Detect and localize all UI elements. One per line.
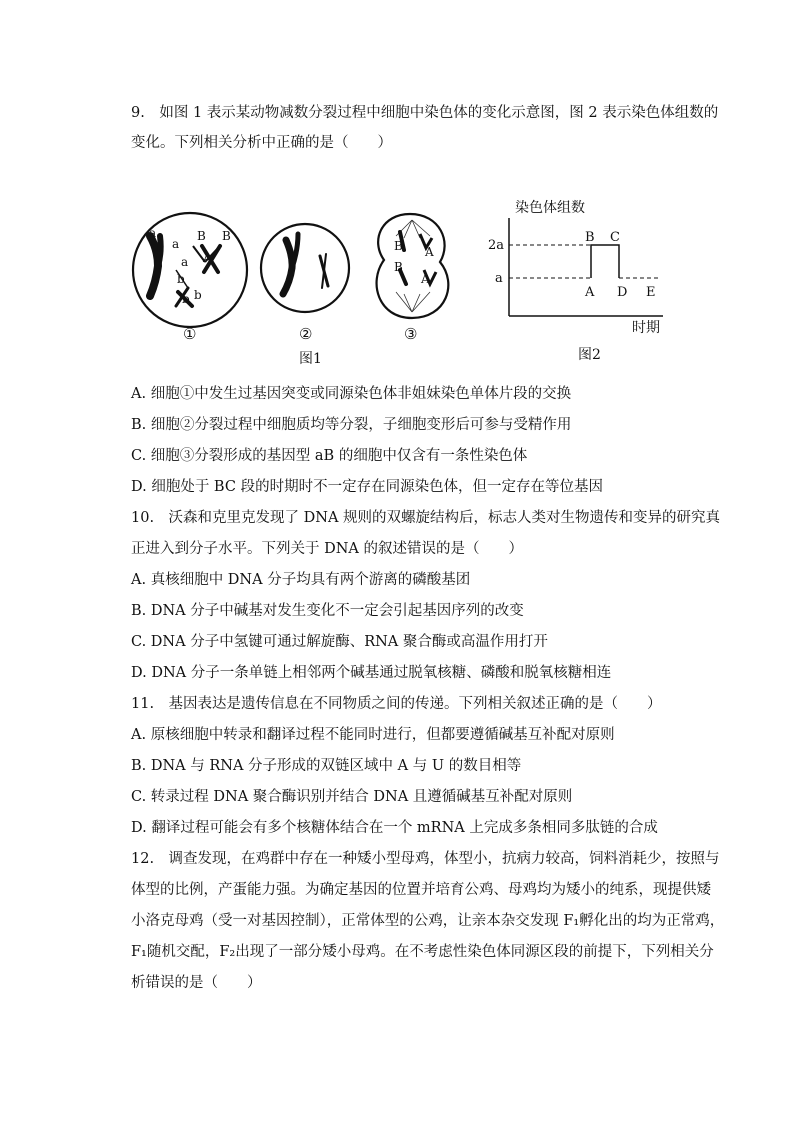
y-tick-2a: 2a [488, 238, 505, 253]
q10-option-c: C. DNA 分子中氢键可通过解旋酶、RNA 聚合酶或高温作用打开 [131, 634, 548, 650]
cell-3 [377, 214, 449, 343]
q9-option-c: C. 细胞③分裂形成的基因型 aB 的细胞中仅含有一条性染色体 [131, 448, 528, 464]
q9-option-d: D. 细胞处于 BC 段的时期时不一定存在同源染色体，但一定存在等位基因 [131, 479, 604, 495]
q9-option-b: B. 细胞②分裂过程中细胞质均等分裂，子细胞变形后可参与受精作用 [131, 417, 572, 433]
gene-label: a [172, 237, 180, 251]
q11-option-d: D. 翻译过程可能会有多个核糖体结合在一个 mRNA 上完成多条相同多肽链的合成 [131, 820, 658, 836]
point-label-D: D [617, 285, 628, 300]
q9-option-a: A. 细胞①中发生过基因突变或同源染色体非姐妹染色单体片段的交换 [131, 386, 572, 402]
gene-label: B [197, 229, 206, 243]
x-axis-label: 时期 [632, 320, 660, 336]
gene-label: B [394, 239, 403, 253]
q11-option-b: B. DNA 与 RNA 分子形成的双链区域中 A 与 U 的数目相等 [131, 758, 522, 774]
gene-label: A [421, 272, 430, 286]
cell-2-label: ② [299, 325, 313, 343]
gene-label: A [203, 251, 212, 265]
q10-stem-line2: 正进入到分子水平。下列关于 DNA 的叙述错误的是（ ） [131, 541, 524, 557]
point-label-B: B [585, 230, 595, 245]
figure-2-caption: 图2 [578, 347, 601, 363]
point-label-A: A [585, 285, 595, 300]
gene-label: A [425, 245, 434, 259]
figure-1-caption: 图1 [299, 351, 322, 367]
q11-stem: 11. 基因表达是遗传信息在不同物质之间的传递。下列相关叙述正确的是（ ） [131, 696, 662, 712]
q10-option-a: A. 真核细胞中 DNA 分子均具有两个游离的磷酸基团 [131, 572, 471, 588]
figure-2-chart [488, 199, 663, 336]
q11-option-a: A. 原核细胞中转录和翻译过程不能同时进行，但都要遵循碱基互补配对原则 [131, 727, 615, 743]
q10-option-d: D. DNA 分子一条单链上相邻两个碱基通过脱氧核糖、磷酸和脱氧核糖相连 [131, 665, 612, 681]
q10-stem-line1: 10. 沃森和克里克发现了 DNA 规则的双螺旋结构后，标志人类对生物遗传和变异的研究真 [131, 510, 721, 526]
q9-stem-line1: 9. 如图 1 表示某动物减数分裂过程中细胞中染色体的变化示意图，图 2 表示染色体组数的 [131, 105, 719, 121]
q12-stem-line3: 小洛克母鸡（受一对基因控制），正常体型的公鸡，让亲本杂交发现 F₁孵化出的均为正常鸡， [131, 913, 725, 929]
q12-stem-line5: 析错误的是（ ） [131, 975, 262, 991]
gene-label: b [177, 272, 185, 286]
point-label-E: E [646, 285, 656, 300]
q10-option-b: B. DNA 分子中碱基对发生变化不一定会引起基因序列的改变 [131, 603, 524, 619]
gene-label: B [222, 229, 231, 243]
q9-stem-line2: 变化。下列相关分析中正确的是（ ） [131, 135, 392, 151]
gene-label: b [194, 288, 202, 302]
cell-3-label: ③ [404, 325, 418, 343]
q12-stem-line2: 体型的比例，产蛋能力强。为确定基因的位置并培育公鸡、母鸡均为矮小的纯系，现提供矮 [131, 882, 711, 898]
y-axis-label: 染色体组数 [515, 200, 585, 216]
q12-stem-line1: 12. 调查发现，在鸡群中存在一种矮小型母鸡，体型小，抗病力较高，饲料消耗少，按照与 [131, 851, 720, 867]
point-label-C: C [610, 230, 620, 245]
q12-stem-line4: F₁随机交配，F₂出现了一部分矮小母鸡。在不考虑性染色体同源区段的前提下，下列相关分 [131, 944, 714, 960]
q11-option-c: C. 转录过程 DNA 聚合酶识别并结合 DNA 且遵循碱基互补配对原则 [131, 789, 573, 805]
y-tick-a: a [495, 271, 503, 286]
cell-2 [261, 224, 349, 343]
gene-label: a [149, 226, 157, 240]
cell-1 [133, 213, 247, 343]
figure-area [0, 0, 794, 380]
cell-1-label: ① [183, 325, 197, 343]
gene-label: b [182, 292, 190, 306]
gene-label: B [394, 260, 403, 274]
gene-label: a [181, 255, 189, 269]
